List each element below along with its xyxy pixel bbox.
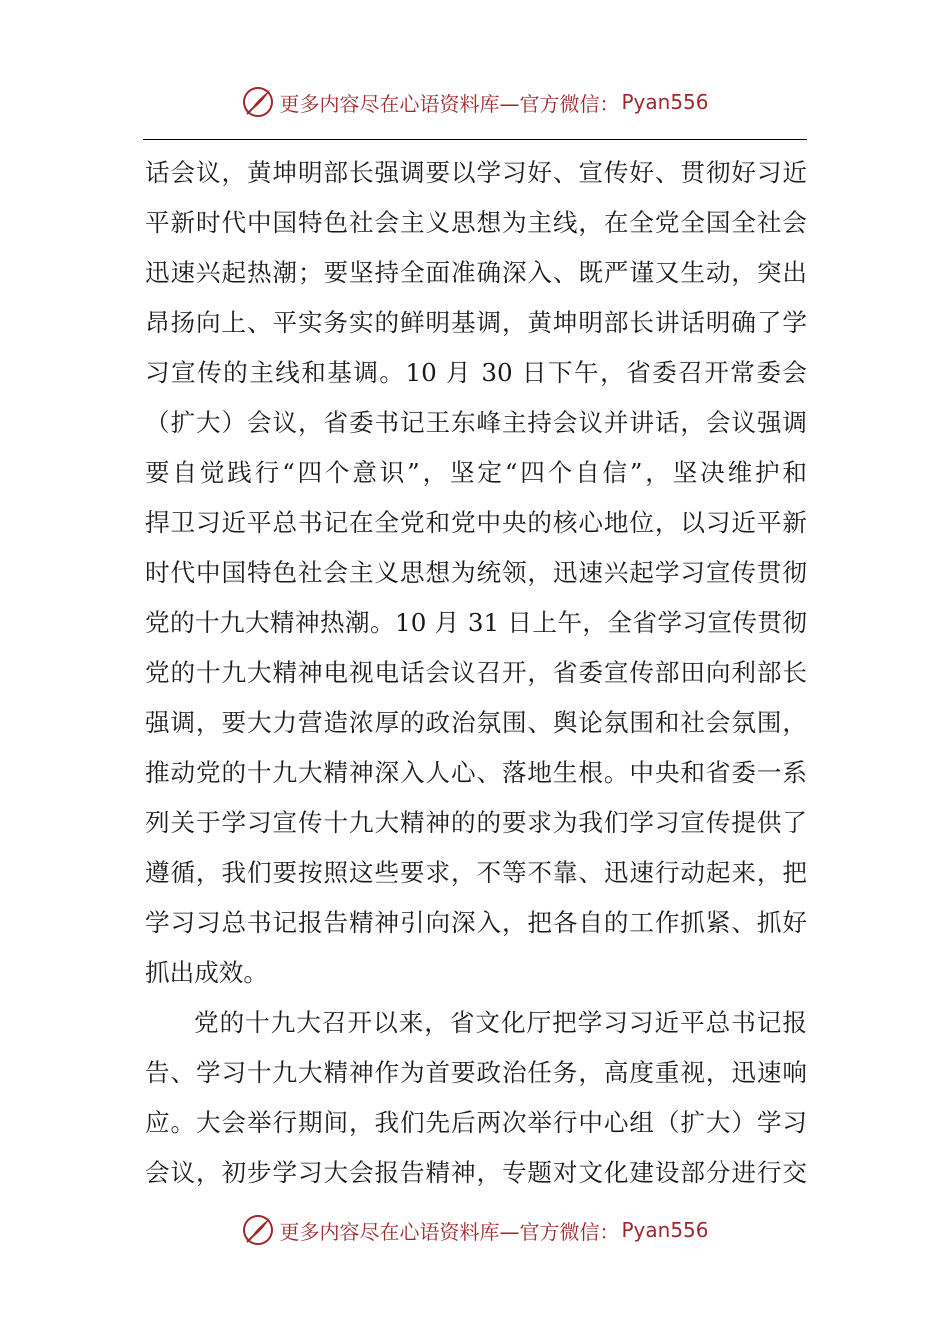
footer-banner: [0, 1210, 950, 1250]
text-line: 习宣传的主线和基调。10 月 30 日下午，省委召开常委会: [145, 358, 807, 387]
text-line: 昂扬向上、平实务实的鲜明基调，黄坤明部长讲话明确了学: [145, 308, 807, 337]
text-line: （扩大）会议，省委书记王东峰主持会议并讲话，会议强调: [145, 408, 807, 437]
text-line: 强调，要大力营造浓厚的政治氛围、舆论氛围和社会氛围，: [145, 708, 807, 737]
text-line: 遵循，我们要按照这些要求，不等不靠、迅速行动起来，把: [145, 858, 807, 887]
text-line: 抓出成效。: [145, 958, 268, 987]
text-line: 平新时代中国特色社会主义思想为主线，在全党全国全社会: [145, 208, 807, 237]
text-line: 时代中国特色社会主义思想为统领，迅速兴起学习宣传贯彻: [145, 558, 807, 587]
footer-wechat-id: Pyan556: [621, 1218, 709, 1242]
header-wechat-id: Pyan556: [621, 90, 709, 114]
header-divider: [143, 139, 807, 140]
text-line: 党的十九大精神热潮。10 月 31 日上午，全省学习宣传贯彻: [145, 608, 807, 637]
text-line: 要自觉践行“四个意识”，坚定“四个自信”，坚决维护和: [145, 458, 807, 487]
quill-logo-icon: [241, 1213, 275, 1247]
text-line: 推动党的十九大精神深入人心、落地生根。中央和省委一系: [145, 758, 807, 787]
header-site-text: 更多内容尽在心语资料库—官方微信：: [279, 91, 620, 116]
header-banner: [0, 82, 950, 122]
text-line: 应。大会举行期间，我们先后两次举行中心组（扩大）学习: [145, 1108, 807, 1137]
quill-logo-icon: [241, 85, 275, 119]
text-line: 捍卫习近平总书记在全党和党中央的核心地位，以习近平新: [145, 508, 807, 537]
text-line: 告、学习十九大精神作为首要政治任务，高度重视，迅速响: [145, 1058, 807, 1087]
text-line: 党的十九大召开以来，省文化厅把学习习近平总书记报: [194, 1008, 807, 1037]
text-line: 学习习总书记报告精神引向深入，把各自的工作抓紧、抓好: [145, 908, 807, 937]
text-line: 话会议，黄坤明部长强调要以学习好、宣传好、贯彻好习近: [145, 158, 807, 187]
footer-site-text: 更多内容尽在心语资料库—官方微信：: [279, 1219, 620, 1244]
text-line: 迅速兴起热潮；要坚持全面准确深入、既严谨又生动，突出: [145, 258, 807, 287]
document-body: [145, 148, 807, 1198]
text-line: 列关于学习宣传十九大精神的的要求为我们学习宣传提供了: [145, 808, 807, 837]
text-line: 会议，初步学习大会报告精神，专题对文化建设部分进行交: [145, 1158, 807, 1187]
text-line: 党的十九大精神电视电话会议召开，省委宣传部田向利部长: [145, 658, 807, 687]
